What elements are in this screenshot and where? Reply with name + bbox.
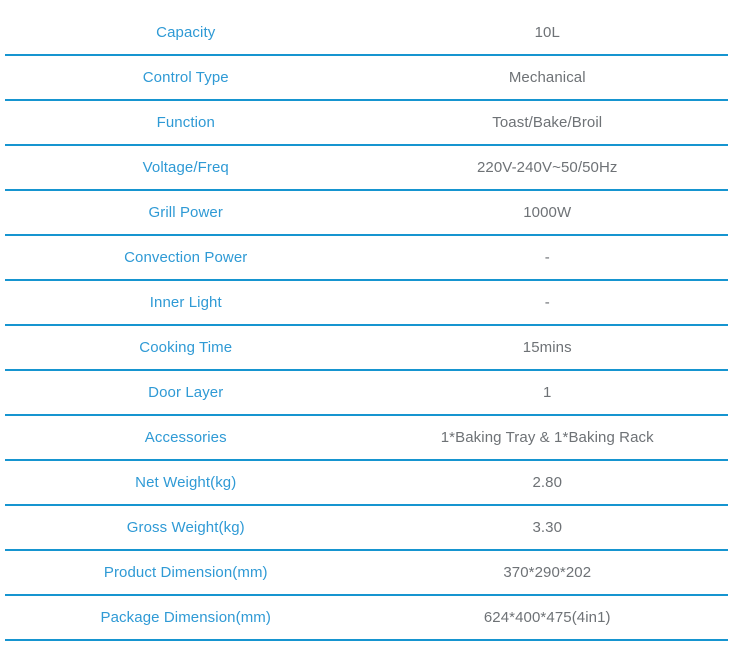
spec-label: Gross Weight(kg) [126,518,245,536]
spec-row-accessories [5,416,728,461]
specification-table [5,11,728,641]
spec-row-gross-weight [5,506,728,551]
spec-row-grill-power [5,191,728,236]
spec-value: 1*Baking Tray & 1*Baking Rack [440,428,654,446]
spec-label: Function [156,113,215,131]
spec-label: Inner Light [149,293,222,311]
spec-value: - [544,248,550,266]
spec-value: 220V-240V~50/50Hz [476,158,618,176]
spec-label: Capacity [156,23,216,41]
spec-row-control-type [5,56,728,101]
spec-row-product-dimension [5,551,728,596]
spec-label: Control Type [142,68,229,86]
spec-label: Net Weight(kg) [135,473,237,491]
spec-label: Convection Power [124,248,248,266]
spec-label: Package Dimension(mm) [100,608,271,626]
spec-row-net-weight [5,461,728,506]
spec-row-door-layer [5,371,728,416]
spec-row-voltage-freq [5,146,728,191]
spec-value: Toast/Bake/Broil [492,113,603,131]
spec-row-function [5,101,728,146]
spec-value: 1000W [523,203,572,221]
spec-label: Voltage/Freq [142,158,229,176]
spec-label: Accessories [144,428,227,446]
spec-row-package-dimension [5,596,728,641]
spec-label: Door Layer [148,383,224,401]
spec-label: Cooking Time [139,338,233,356]
spec-value: 2.80 [532,473,563,491]
spec-value: 624*400*475(4in1) [483,608,611,626]
spec-row-cooking-time [5,326,728,371]
spec-row-inner-light [5,281,728,326]
spec-value: 1 [543,383,552,401]
spec-value: Mechanical [508,68,586,86]
spec-row-capacity [5,11,728,56]
spec-label: Product Dimension(mm) [103,563,268,581]
spec-label: Grill Power [148,203,223,221]
spec-value: - [544,293,550,311]
spec-value: 10L [534,23,560,41]
spec-value: 15mins [522,338,572,356]
spec-value: 3.30 [532,518,563,536]
spec-row-convection-power [5,236,728,281]
spec-value: 370*290*202 [503,563,592,581]
